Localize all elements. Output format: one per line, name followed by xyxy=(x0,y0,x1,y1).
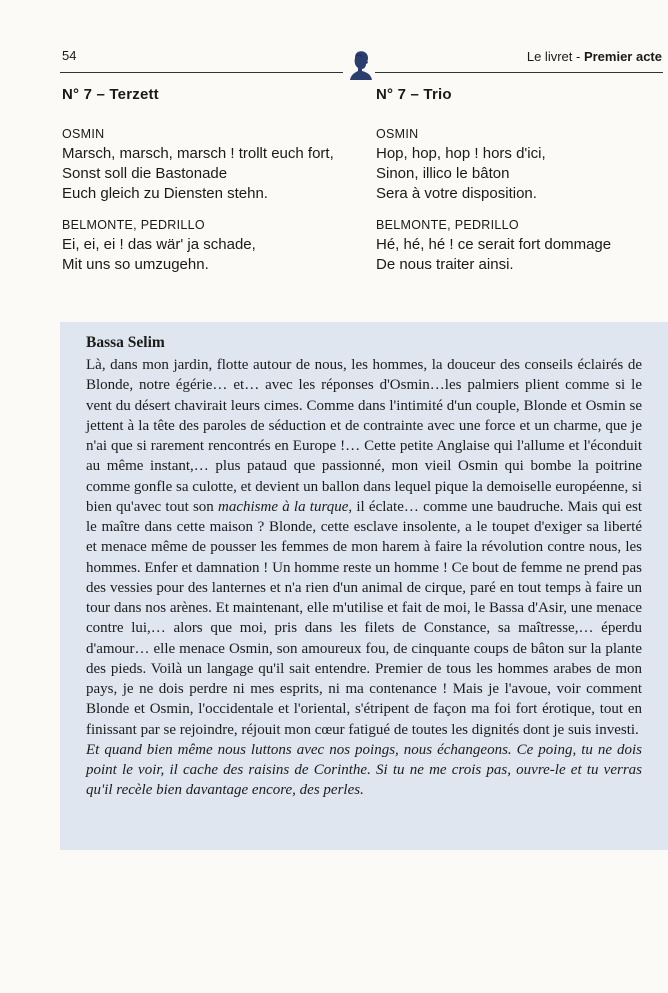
speaker-name: OSMIN xyxy=(62,127,105,141)
verse-line: Euch gleich zu Diensten stehn. xyxy=(62,185,268,202)
commentary-closing: Et quand bien même nous luttons avec nos poings, nous échangeons. Ce poing, tu ne dois point le voir, il cache des raisins de Corinthe. Si tu ne me crois pas, ouvre-le et tu verras qu'il recèle bien davantage encore, des perles. xyxy=(86,741,642,799)
french-column xyxy=(376,86,666,289)
commentary-emphasis: machisme à la turque xyxy=(218,498,349,515)
commentary-box xyxy=(60,322,668,850)
french-number-title: N° 7 – Trio xyxy=(376,86,452,103)
page-number: 54 xyxy=(62,48,77,63)
german-stanza-belmonte-pedrillo xyxy=(62,218,362,275)
verse-line: Sinon, illico le bâton xyxy=(376,165,510,182)
french-stanza-belmonte-pedrillo xyxy=(376,218,666,275)
header-rule-left xyxy=(60,72,343,73)
commentary-body-part: Là, dans mon jardin, flotte autour de nous, les hommes, la douceur des conseils éclairés de Blonde, notre égérie… et… avec les réponses d'Osmin…les palmiers plient comme si le vent du désert chavirait leurs cimes. Comme dans l'intimité d'un couple, Blonde et Osmin se jettent à la tête des paroles de séduction et de contrainte avec une force et un charme, que je n'ai que si rarement rencontrés en Europe !… Cette petite Anglaise qui l'allume et l'éconduit au même instant,… plus pataud que passionné, mon vieil Osmin qui bombe la poitrine comme gonfle sa culotte, et devient un ballon dans lequel pique la demoiselle européenne, si bien qu'avec tout son xyxy=(86,357,642,515)
commentary-text xyxy=(86,355,642,801)
commentary-body-part: , il éclate… comme une baudruche. Mais qui est le maître dans cette maison ? Blonde, cette esclave insolente, a le toupet d'exiger sa liberté et menace même de pousser les femmes de mon harem à faire la révolution contre nous, les hommes. Enfer et damnation ! Un homme reste un homme ! Ce bout de femme ne prend pas des vessies pour des lanternes et n'a rien d'un animal de cirque, paré en tout temps à faire un tour dans nos arènes. Et maintenant, elle m'utilise et fait de moi, le Bassa d'Asir, une menace contre lui,… alors que moi, pris dans les filets de Constance, sa maîtresse,… éperdu d'amour… elle menace Osmin, son amoureux fou, de cinquante coups de bâton sur la plante des pieds. Voilà un langage qu'il sait entendre. Premier de tous les hommes arabes de mon pays, je ne dois perdre ni mes esprits, ni ma contenance ! Mais je l'avoue, voir comment Blonde et Osmin, l'occidentale et l'oriental, s'étripent de façon ma foi fort érotique, tout en finissant par se rejoindre, réjouit mon cœur fatigué de toutes les dignités dont je suis investi. xyxy=(86,498,642,738)
verse-line: Marsch, marsch, marsch ! trollt euch fort, xyxy=(62,145,334,162)
french-stanza-osmin xyxy=(376,127,666,204)
verse-line: Ei, ei, ei ! das wär' ja schade, xyxy=(62,236,256,253)
commentary-title: Bassa Selim xyxy=(86,334,165,351)
verse-line: Hé, hé, hé ! ce serait fort dommage xyxy=(376,236,612,253)
verse-line: Hop, hop, hop ! hors d'ici, xyxy=(376,145,546,162)
speaker-name: OSMIN xyxy=(376,127,419,141)
running-head-section: Le livret - xyxy=(526,49,584,64)
header-rule-right xyxy=(375,72,663,73)
speaker-name: BELMONTE, PEDRILLO xyxy=(376,218,519,232)
verse-line: Mit uns so umzugehn. xyxy=(62,256,209,273)
verse-line: De nous traiter ainsi. xyxy=(376,256,514,273)
verse-line: Sonst soll die Bastonade xyxy=(62,165,228,182)
speaker-name: BELMONTE, PEDRILLO xyxy=(62,218,205,232)
german-number-title: N° 7 – Terzett xyxy=(62,86,159,103)
running-head-act: Premier acte xyxy=(583,49,662,64)
german-column xyxy=(62,86,362,289)
commentary-body xyxy=(86,355,642,740)
verse-line: Sera à votre disposition. xyxy=(376,185,537,202)
running-head xyxy=(527,49,662,64)
german-stanza-osmin xyxy=(62,127,362,204)
composer-bust-icon xyxy=(347,50,375,80)
